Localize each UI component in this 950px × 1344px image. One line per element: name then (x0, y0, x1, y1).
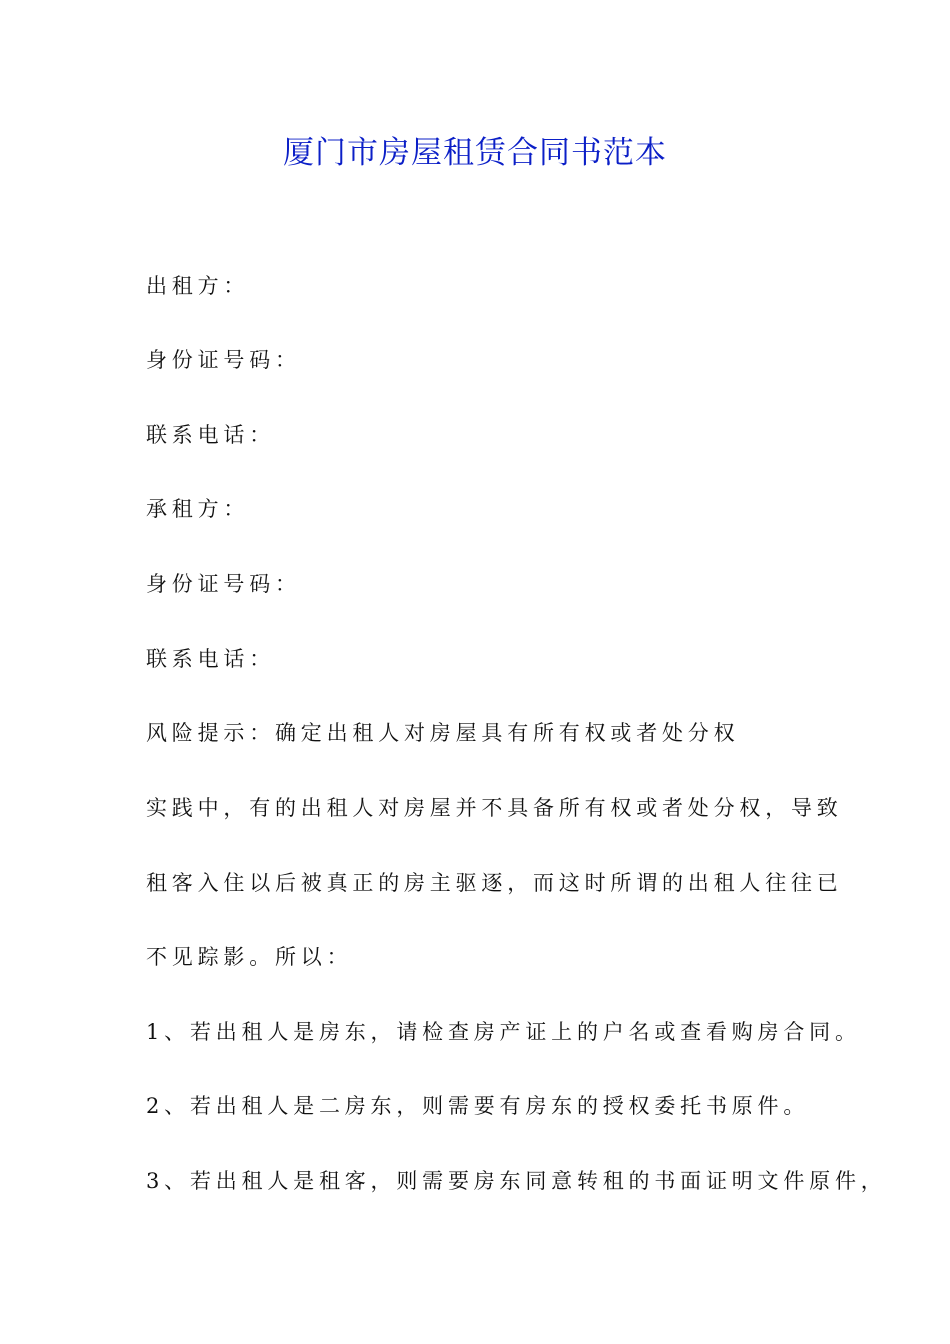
lessor-label: 出租方： (146, 274, 250, 298)
list-item: 2、若出租人是二房东，则需要有房东的授权委托书原件。 (146, 1094, 810, 1118)
paragraph-line: 不见踪影。所以： (146, 945, 353, 969)
paragraph-line: 实践中，有的出租人对房屋并不具备所有权或者处分权，导致 (146, 796, 843, 820)
lessor-id-label: 身份证号码： (146, 348, 301, 372)
lessor-phone-label: 联系电话： (146, 423, 275, 447)
list-item: 1、若出租人是房东，请检查房产证上的户名或查看购房合同。 (146, 1020, 861, 1044)
paragraph-line: 租客入住以后被真正的房主驱逐，而这时所谓的出租人往往已 (146, 871, 843, 895)
document-title: 厦门市房屋租赁合同书范本 (283, 135, 667, 171)
lessee-phone-label: 联系电话： (146, 647, 275, 671)
list-item: 3、若出租人是租客，则需要房东同意转租的书面证明文件原件， (146, 1169, 887, 1193)
lessee-id-label: 身份证号码： (146, 572, 301, 596)
lessee-label: 承租方： (146, 497, 250, 521)
risk-notice-heading: 风险提示：确定出租人对房屋具有所有权或者处分权 (146, 721, 740, 745)
